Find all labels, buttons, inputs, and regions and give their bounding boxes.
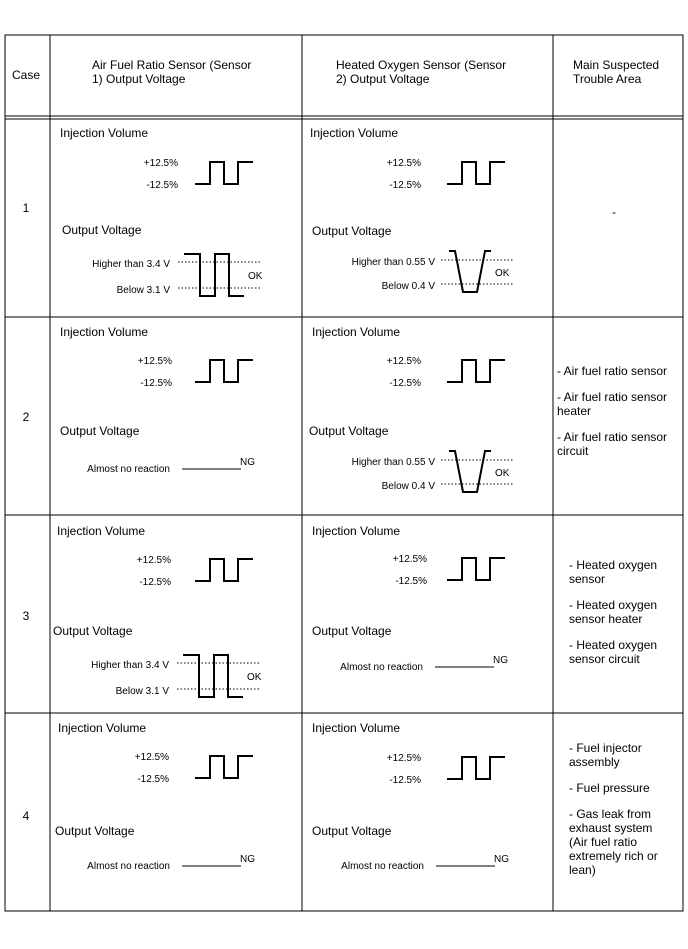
- output-voltage-wave: [183, 655, 243, 697]
- header-af-line2: 1) Output Voltage: [92, 72, 186, 86]
- injection-volume-label: Injection Volume: [312, 325, 401, 339]
- ho-sensor-cell: [312, 721, 509, 872]
- trouble-area-cell: [569, 741, 658, 877]
- minus-12-5-label: -12.5%: [395, 576, 427, 587]
- ng-label: NG: [240, 457, 255, 468]
- trouble-area-item: exhaust system: [569, 821, 653, 835]
- trouble-area-cell: [612, 205, 616, 219]
- trouble-area-item: heater: [557, 404, 592, 418]
- trouble-area-item: -: [612, 205, 616, 219]
- trouble-area-item: extremely rich or: [569, 849, 658, 863]
- trouble-area-item: - Air fuel ratio sensor: [557, 430, 668, 444]
- trouble-area-item: circuit: [557, 444, 589, 458]
- trouble-area-item: sensor circuit: [569, 652, 640, 666]
- output-voltage-label: Output Voltage: [312, 824, 392, 838]
- threshold-high-label: Higher than 3.4 V: [91, 660, 169, 671]
- af-sensor-cell: [53, 524, 262, 697]
- ho-sensor-cell: [310, 126, 513, 292]
- output-voltage-label: Output Voltage: [62, 223, 142, 237]
- header-ho-line2: 2) Output Voltage: [336, 72, 430, 86]
- table-row: [23, 325, 667, 492]
- output-voltage-wave: [184, 254, 244, 296]
- ok-label: OK: [248, 271, 263, 282]
- injection-square-wave: [447, 162, 505, 184]
- minus-12-5-label: -12.5%: [146, 180, 178, 191]
- injection-volume-label: Injection Volume: [312, 524, 401, 538]
- threshold-high-label: Higher than 0.55 V: [351, 257, 435, 268]
- threshold-high-label: Higher than 0.55 V: [351, 457, 435, 468]
- ng-label: NG: [494, 854, 509, 865]
- af-sensor-cell: [60, 126, 263, 296]
- output-voltage-label: Output Voltage: [312, 224, 392, 238]
- case-number: 3: [22, 609, 30, 623]
- plus-12-5-label: +12.5%: [386, 753, 421, 764]
- table-row: [23, 721, 658, 877]
- trouble-area-item: - Fuel injector: [569, 741, 642, 755]
- ng-label: NG: [493, 655, 508, 666]
- injection-volume-label: Injection Volume: [57, 524, 146, 538]
- trouble-area-item: - Heated oxygen: [569, 638, 658, 652]
- plus-12-5-label: +12.5%: [386, 158, 421, 169]
- minus-12-5-label: -12.5%: [389, 180, 421, 191]
- output-voltage-wave: [449, 251, 491, 292]
- plus-12-5-label: +12.5%: [136, 555, 171, 566]
- no-reaction-label: Almost no reaction: [341, 861, 424, 872]
- trouble-area-cell: [569, 558, 657, 666]
- ng-label: NG: [240, 854, 255, 865]
- output-voltage-label: Output Voltage: [55, 824, 135, 838]
- injection-square-wave: [195, 756, 253, 778]
- trouble-area-item: - Heated oxygen: [569, 558, 658, 572]
- table-row: [23, 524, 657, 697]
- injection-volume-label: Injection Volume: [58, 721, 147, 735]
- injection-volume-label: Injection Volume: [310, 126, 399, 140]
- minus-12-5-label: -12.5%: [389, 378, 421, 389]
- ok-label: OK: [247, 672, 262, 683]
- header-af-line1: Air Fuel Ratio Sensor (Sensor: [92, 58, 252, 72]
- injection-square-wave: [195, 559, 253, 581]
- output-voltage-label: Output Voltage: [309, 424, 389, 438]
- output-voltage-label: Output Voltage: [312, 624, 392, 638]
- trouble-area-item: sensor heater: [569, 612, 643, 626]
- injection-square-wave: [195, 360, 253, 382]
- injection-square-wave: [447, 360, 505, 382]
- ok-label: OK: [495, 268, 510, 279]
- case-number: 1: [22, 201, 30, 215]
- plus-12-5-label: +12.5%: [137, 356, 172, 367]
- threshold-low-label: Below 0.4 V: [381, 481, 435, 492]
- output-voltage-label: Output Voltage: [60, 424, 140, 438]
- header-trouble-line1: Main Suspected: [573, 58, 660, 72]
- ho-sensor-cell: [312, 524, 508, 673]
- ho-sensor-cell: [309, 325, 513, 492]
- injection-volume-label: Injection Volume: [312, 721, 401, 735]
- case-number: 2: [22, 410, 30, 424]
- table-row: [23, 126, 616, 296]
- injection-square-wave: [447, 558, 505, 580]
- af-sensor-cell: [55, 721, 255, 872]
- trouble-area-item: - Gas leak from: [569, 807, 652, 821]
- header-trouble-line2: Trouble Area: [573, 72, 642, 86]
- output-voltage-label: Output Voltage: [53, 624, 133, 638]
- threshold-high-label: Higher than 3.4 V: [92, 259, 170, 270]
- minus-12-5-label: -12.5%: [389, 775, 421, 786]
- trouble-area-item: assembly: [569, 755, 620, 769]
- ok-label: OK: [495, 468, 510, 479]
- trouble-area-item: - Heated oxygen: [569, 598, 658, 612]
- header-ho-line1: Heated Oxygen Sensor (Sensor: [336, 58, 507, 72]
- trouble-area-item: - Fuel pressure: [569, 781, 650, 795]
- header-case: Case: [12, 68, 41, 82]
- injection-volume-label: Injection Volume: [60, 126, 149, 140]
- minus-12-5-label: -12.5%: [137, 774, 169, 785]
- trouble-area-item: lean): [569, 863, 596, 877]
- plus-12-5-label: +12.5%: [134, 752, 169, 763]
- threshold-low-label: Below 3.1 V: [116, 285, 170, 296]
- table-rows: [23, 126, 667, 877]
- injection-square-wave: [195, 162, 253, 184]
- threshold-low-label: Below 3.1 V: [115, 686, 169, 697]
- trouble-area-item: sensor: [569, 572, 606, 586]
- output-voltage-wave: [449, 451, 491, 492]
- trouble-area-cell: [557, 364, 667, 458]
- trouble-area-item: - Air fuel ratio sensor: [557, 390, 668, 404]
- no-reaction-label: Almost no reaction: [340, 662, 423, 673]
- plus-12-5-label: +12.5%: [392, 554, 427, 565]
- plus-12-5-label: +12.5%: [143, 158, 178, 169]
- threshold-low-label: Below 0.4 V: [381, 281, 435, 292]
- minus-12-5-label: -12.5%: [139, 577, 171, 588]
- trouble-area-item: - Air fuel ratio sensor: [557, 364, 668, 378]
- minus-12-5-label: -12.5%: [140, 378, 172, 389]
- case-number: 4: [22, 809, 30, 823]
- af-sensor-cell: [60, 325, 255, 475]
- no-reaction-label: Almost no reaction: [87, 861, 170, 872]
- trouble-area-item: (Air fuel ratio: [569, 835, 638, 849]
- injection-volume-label: Injection Volume: [60, 325, 149, 339]
- table-header: [12, 58, 659, 86]
- injection-square-wave: [447, 757, 505, 779]
- no-reaction-label: Almost no reaction: [87, 464, 170, 475]
- plus-12-5-label: +12.5%: [386, 356, 421, 367]
